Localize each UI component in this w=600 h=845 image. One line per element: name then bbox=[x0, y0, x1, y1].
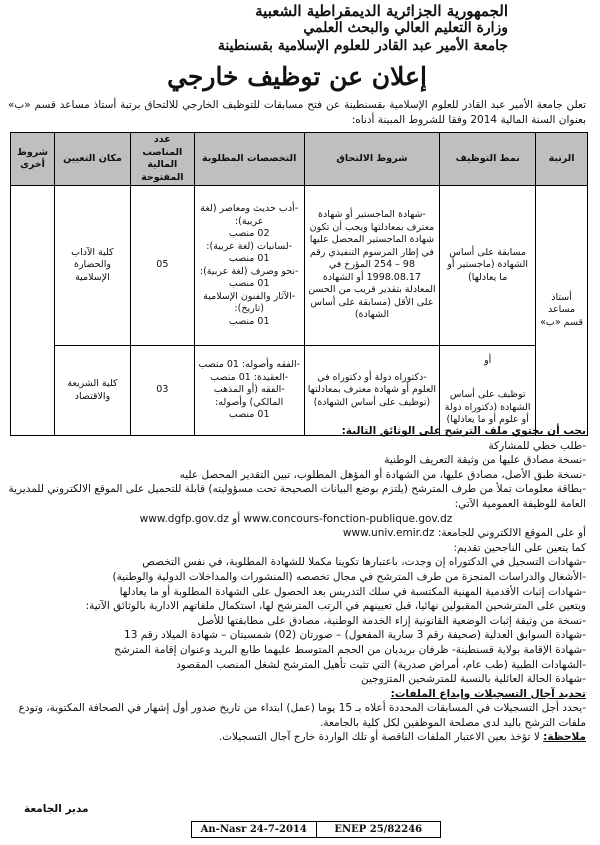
list-item: -شهادة الإقامة بولاية قسنطينة- ظرفان بريديان من الحجم المتوسط عليهما طابع البريد وعنوان إقامة المترشح bbox=[114, 643, 586, 656]
th-specialties: التخصصات المطلوبة bbox=[194, 133, 304, 186]
list-item: -نسخة مصادق عليها من وثيقة التعريف الوطنية bbox=[384, 454, 586, 467]
table-row bbox=[11, 346, 588, 436]
page-title: إعلان عن توظيف خارجي bbox=[167, 62, 427, 91]
list-item: -نسخة طبق الأصل، مصادق عليها، من الشهادة أو المؤهل المطلوب، تبين التقدير المحصل عليه bbox=[179, 468, 586, 481]
site-link-1[interactable]: www.concours-fonction-publique.gov.dz bbox=[243, 512, 453, 525]
place-cell: كلية الآداب والحضارة الإسلامية bbox=[55, 186, 131, 346]
winners-note: كما يتعين على الناجحين تقديم: bbox=[453, 541, 586, 554]
count-cell: 03 bbox=[130, 346, 194, 436]
list-item: -شهادات إثبات الأقدمية المهنية المكتسبة في سلك التدريس بعد الحصول على الشهادة المطلوبة أو ما يعادلها bbox=[119, 585, 586, 598]
list-item: -شهادة الحالة العائلية بالنسبة للمترشحين المتزوجين bbox=[361, 673, 586, 686]
table-row bbox=[11, 186, 588, 346]
th-mode: نمط التوظيف bbox=[440, 133, 536, 186]
header-ministry: وزارة التعليم العالي والبحث العلمي bbox=[303, 20, 508, 36]
mode-cell: أو توظيف على أساس الشهادة (دكتوراه دولة أو علوم أو ما يعادلها) bbox=[440, 346, 536, 436]
website-links bbox=[6, 512, 586, 527]
other-cell bbox=[11, 186, 55, 436]
list-item: -نسخة من وثيقة إثبات الوضعية القانونية إزاء الخدمة الوطنية، مصادق على مطابقتها للأصل bbox=[197, 614, 586, 627]
deadline-heading: تحديد آجال التسجيلات وإيداع الملفات: bbox=[390, 687, 586, 700]
list-item: -شهادات التسجيل في الدكتوراه إن وجدت، باعتبارها تكوينا مكملا للشهادة المطلوبة، في نفس التخصص bbox=[142, 556, 586, 569]
footer-newspaper: An-Nasr 24-7-2014 bbox=[200, 824, 307, 835]
list-item: -شهادة السوابق العدلية (صحيفة رقم 3 سارية المفعول) – صورتان (02) شمسيتان – شهادة الميلاد رقم 13 bbox=[124, 629, 586, 642]
table-header-row bbox=[11, 133, 588, 186]
university-site: أو على الموقع الالكتروني للجامعة: www.univ.emir.dz bbox=[342, 527, 586, 540]
list-item: -الأشغال والدراسات المنجزة من طرف المترشح في مجال تخصصه (المنشورات والمداخلات الدولية والوطنية) bbox=[112, 570, 586, 583]
docs-heading: يجب أن يحتوي ملف الترشح على الوثائق التالية: bbox=[341, 425, 586, 437]
documents-section bbox=[6, 424, 586, 745]
specialties-cell: -أدب حديث ومعاصر (لغة عربية): 02 منصب -لسانيات (لغة عربية): 01 منصب -نحو وصرف (لغة عربية): 01 منصب -الآثار والفنون الإسلامية (تاريخ): 01 منصب bbox=[194, 186, 304, 346]
list-item: -بطاقة معلومات تملأ من طرف المترشح (يلتزم بوضع البيانات الصحيحة تحت مسؤوليته) قابلة للتحميل على الموقع الالكتروني للمديرية العامة للوظيفة العمومية الآتي: bbox=[8, 483, 586, 510]
footer-box bbox=[191, 821, 441, 838]
header-university: جامعة الأمير عبد القادر للعلوم الإسلامية بقسنطينة bbox=[217, 38, 508, 54]
final-note: ويتعين على المترشحين المقبولين نهائيا، قبل تعيينهم في الرتب المترشح لها، استكمال ملفاتهم الادارية بالوثائق الآتية: bbox=[85, 600, 586, 613]
th-place: مكان التعيين bbox=[55, 133, 131, 186]
footer-ref: ENEP 25/82246 bbox=[316, 822, 441, 837]
site-or: أو bbox=[232, 512, 241, 525]
note-label: ملاحظة: bbox=[543, 731, 586, 744]
announcement-page bbox=[6, 0, 588, 845]
rank-cell: أستاذ مساعد قسم «ب» bbox=[536, 186, 588, 436]
th-rank: الرتبة bbox=[536, 133, 588, 186]
intro-paragraph: تعلن جامعة الأمير عبد القادر للعلوم الإسلامية بقسنطينة عن فتح مسابقات للتوظيف الخارجي للالتحاق برتبة أستاذ مساعد قسم «ب» بعنوان السنة المالية 2014 وفقا للشروط المبينة أدناه: bbox=[8, 99, 586, 126]
th-count: عدد المناصب المالية المفتوحة bbox=[130, 133, 194, 186]
signature: مدير الجامعة bbox=[24, 803, 89, 815]
site-link-3[interactable]: www.univ.emir.dz bbox=[342, 527, 435, 540]
mode-cell: مسابقة على أساس الشهادة (ماجستير أو ما يعادلها) bbox=[440, 186, 536, 346]
th-conditions: شروط الالتحاق bbox=[304, 133, 440, 186]
th-other: شروط أخرى bbox=[11, 133, 55, 186]
conditions-cell: -دكتوراه دولة أو دكتوراه في العلوم أو شهادة معترف بمعادلتها (توظيف على أساس الشهادة) bbox=[304, 346, 440, 436]
place-cell: كلية الشريعة والاقتصاد bbox=[55, 346, 131, 436]
list-item: -طلب خطي للمشاركة bbox=[488, 439, 586, 452]
list-item: -الشهادات الطبية (طب عام، أمراض صدرية) التي تثبت تأهيل المترشح لشغل المنصب المقصود bbox=[176, 658, 586, 671]
or-label: أو bbox=[484, 354, 492, 366]
deadline-text: -يحدد أجل التسجيلات في المسابقات المحددة أعلاه بـ 15 يوما (عمل) ابتداء من تاريخ صدور أول إشهار في الصحافة المكتوبة، وتودع ملفات الترشح باليد لدى مصلحة الموظفين لكل كلية بالجامعة. bbox=[18, 702, 586, 729]
conditions-cell: -شهادة الماجستير أو شهادة معترف بمعادلتها ويجب أن تكون شهادة الماجستير المحصل عليها في إطار المرسوم التنفيذي رقم 98 – 254 المؤرخ في 1998.08.17 أو الشهادة المعادلة بتقدير قريب من الحسن على الأقل (مسابقة على أساس الشهادة) bbox=[304, 186, 440, 346]
header-republic: الجمهورية الجزائرية الديمقراطية الشعبية bbox=[255, 2, 508, 20]
positions-table bbox=[10, 132, 588, 436]
site-link-2[interactable]: www.dgfp.gov.dz bbox=[139, 512, 229, 525]
note-text: لا تؤخذ بعين الاعتبار الملفات الناقصة أو تلك الواردة خارج آجال التسجيلات. bbox=[218, 731, 540, 744]
note bbox=[6, 730, 586, 745]
specialties-cell: -الفقه وأصوله: 01 منصب -العقيدة: 01 منصب -الفقه (أو المذهب المالكي) وأصوله: 01 منصب bbox=[194, 346, 304, 436]
count-cell: 05 bbox=[130, 186, 194, 346]
